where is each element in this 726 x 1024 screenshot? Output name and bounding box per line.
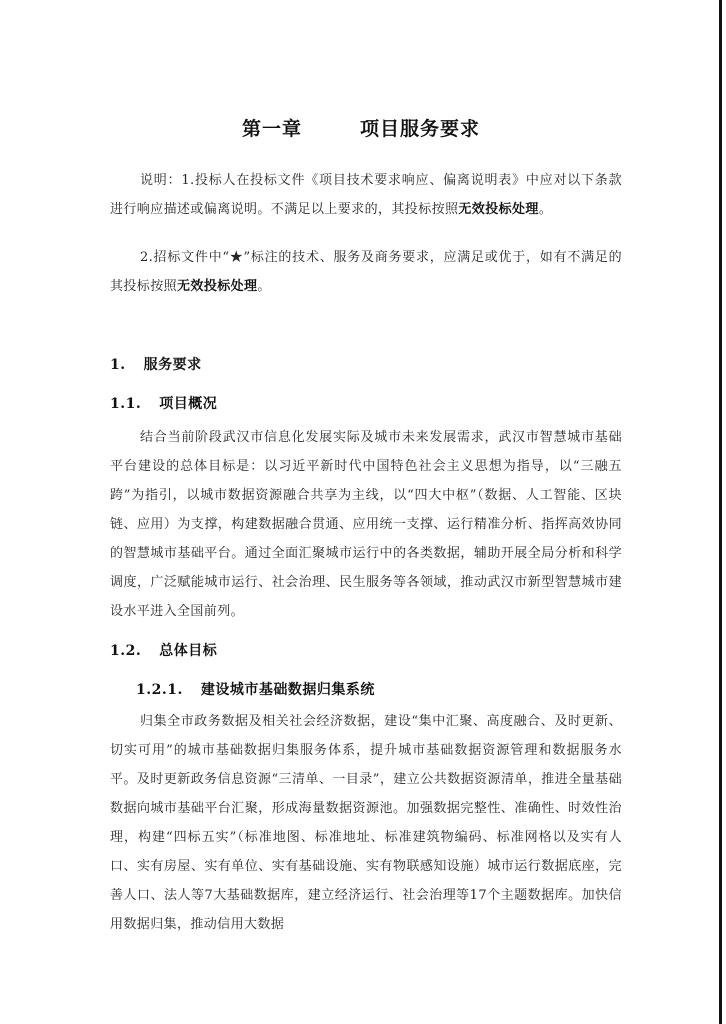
note-2-end: 。: [257, 279, 271, 294]
note-paragraph-1: [110, 166, 622, 224]
chapter-title: [0, 114, 722, 141]
note-2-bold: 无效投标处理: [177, 279, 258, 294]
section-1-1-title: 项目概况: [159, 396, 218, 412]
overview-paragraph: 结合当前阶段武汉市信息化发展实际及城市未来发展需求，武汉市智慧城市基础平台建设的总体目标是：以习近平新时代中国特色社会主义思想为指导，以“三融五跨”为指引，以城市数据资源融合共享为主线，以“四大中枢”（数据、人工智能、区块链、应用）为支撑，构建数据融合贯通、应用统一支撑、运行精准分析、指挥高效协同的智慧城市基础平台。通过全面汇聚城市运行中的各类数据，辅助开展全局分析和科学调度，广泛赋能城市运行、社会治理、民生服务等各领域，推动武汉市新型智慧城市建设水平进入全国前列。: [110, 430, 622, 619]
chapter-name: 项目服务要求: [360, 118, 481, 140]
note-2-text: 2.招标文件中“★”标注的技术、服务及商务要求，应满足或优于，如有不满足的其投标按照: [110, 250, 622, 294]
section-heading-1: [110, 354, 202, 374]
section-1-2-1-title: 建设城市基础数据归集系统: [200, 682, 375, 698]
note-1-text: 说明：1.投标人在投标文件《项目技术要求响应、偏离说明表》中应对以下条款进行响应描述或偏离说明。不满足以上要求的，其投标按照: [110, 173, 622, 217]
chapter-number: 第一章: [241, 118, 302, 140]
section-heading-1-1: [110, 393, 217, 413]
section-1-2-number: 1.2.: [110, 643, 142, 659]
note-1-bold: 无效投标处理: [458, 202, 539, 217]
section-1-2-title: 总体目标: [159, 643, 218, 659]
data-collection-paragraph: 归集全市政务数据及相关社会经济数据，建设“集中汇聚、高度融合、及时更新、切实可用”的城市基础数据归集服务体系，提升城市基础数据资源管理和数据服务水平。及时更新政务信息资源“三清单、一目录”，建立公共数据资源清单，推进全量基础数据向城市基础平台汇聚，形成海量数据资源池。加强数据完整性、准确性、时效性治理，构建“四标五实”（标准地图、标准地址、标准建筑物编码、标准网格以及实有人口、实有房屋、实有单位、实有基础设施、实有物联感知设施）城市运行数据底座，完善人口、法人等7大基础数据库，建立经济运行、社会治理等17个主题数据库。加快信用数据归集，推动信用大数据: [110, 714, 622, 932]
note-1-end: 。: [538, 202, 553, 217]
section-1-title: 服务要求: [143, 357, 202, 373]
section-1-number: 1.: [110, 357, 126, 373]
section-1-2-1-number: 1.2.1.: [136, 682, 183, 698]
section-heading-1-2-1: [136, 679, 375, 699]
section-1-1-number: 1.1.: [110, 396, 142, 412]
section-heading-1-2: [110, 640, 217, 660]
note-paragraph-2: [110, 243, 622, 301]
